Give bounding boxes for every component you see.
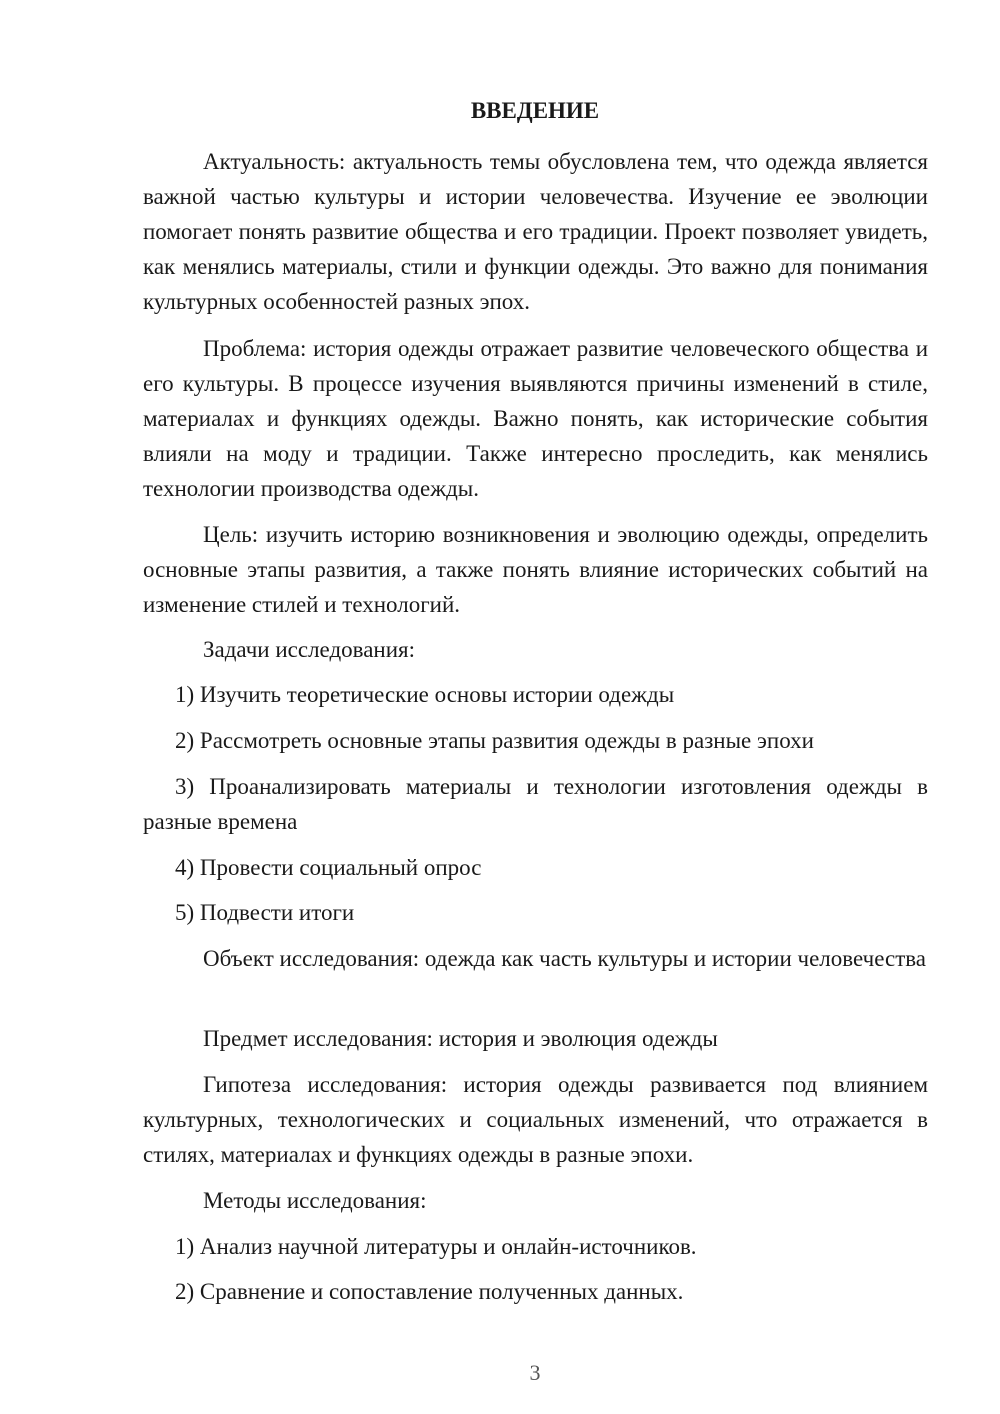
method-item-1: 1) Анализ научной литературы и онлайн-источников. — [175, 1234, 697, 1259]
goal-paragraph: Цель: изучить историю возникновения и эволюцию одежды, определить основные этапы развития, а также понять влияние исторических событий на изменение стилей и технологий. — [143, 522, 928, 617]
task-item-3: 3) Проанализировать материалы и технологии изготовления одежды в разные времена — [143, 774, 928, 834]
problem-paragraph: Проблема: история одежды отражает развитие человеческого общества и его культуры. В процессе изучения выявляются причины изменений в стиле, материалах и функциях одежды. Важно понять, как исторические события влияли на моду и традиции. Также интересно проследить, как менялись технологии производства одежды. — [143, 336, 928, 501]
task-item-1: 1) Изучить теоретические основы истории одежды — [175, 682, 675, 707]
page-number: 3 — [529, 1360, 541, 1385]
method-item-2: 2) Сравнение и сопоставление полученных данных. — [175, 1279, 684, 1304]
task-item-2: 2) Рассмотреть основные этапы развития одежды в разные эпохи — [175, 728, 814, 753]
tasks-heading: Задачи исследования: — [203, 637, 416, 662]
object-paragraph: Объект исследования: одежда как часть культуры и истории человечества — [203, 946, 927, 971]
subject-paragraph: Предмет исследования: история и эволюция одежды — [203, 1026, 718, 1051]
relevance-paragraph: Актуальность: актуальность темы обусловлена тем, что одежда является важной частью культуры и истории человечества. Изучение ее эволюции помогает понять развитие общества и его традиции. Проект позволяет увидеть, как менялись материалы, стили и функции одежды. Это важно для понимания культурных особенностей разных эпох. — [143, 149, 928, 314]
methods-heading: Методы исследования: — [203, 1188, 427, 1213]
page-title: ВВЕДЕНИЕ — [470, 98, 600, 123]
task-item-5: 5) Подвести итоги — [175, 900, 355, 925]
task-item-4: 4) Провести социальный опрос — [175, 855, 482, 880]
hypothesis-paragraph: Гипотеза исследования: история одежды развивается под влиянием культурных, технологических и социальных изменений, что отражается в стилях, материалах и функциях одежды в разные эпохи. — [143, 1072, 928, 1167]
